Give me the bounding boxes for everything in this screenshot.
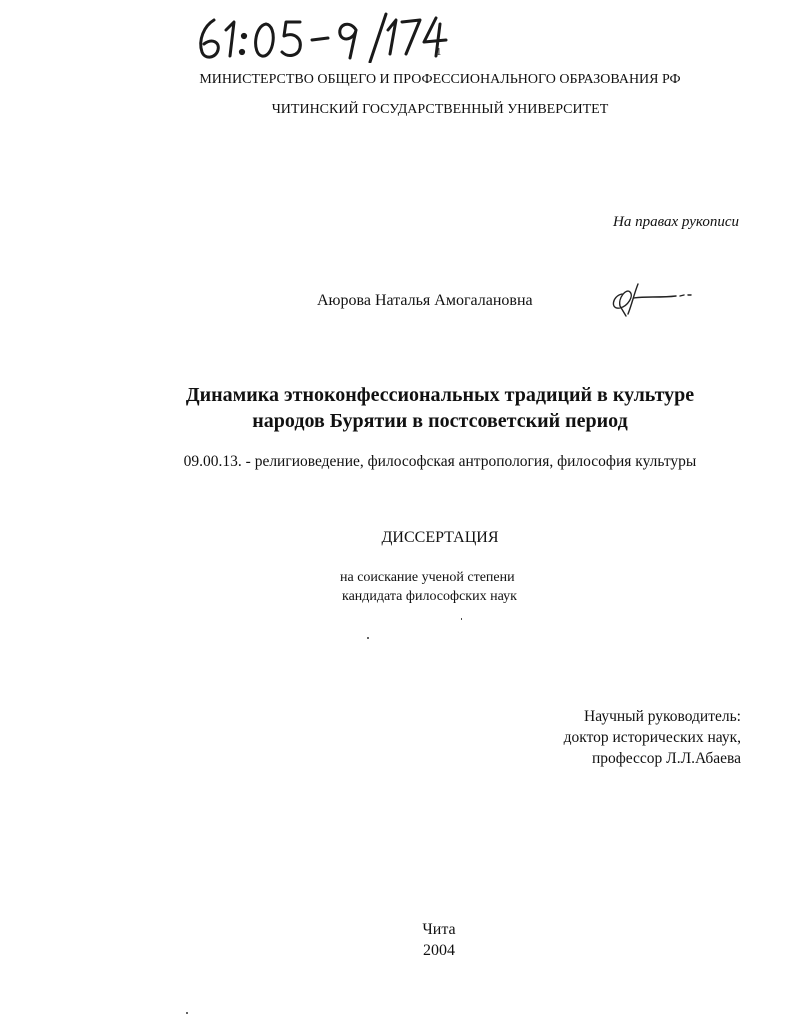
- specialty-code: 09.00.13. - религиоведение, философская антропология, философия культуры: [183, 453, 697, 470]
- author-name: Аюрова Наталья Амогалановна: [317, 292, 533, 309]
- handwritten-shelf-mark: [190, 8, 460, 63]
- degree-line-2: кандидата философских наук: [342, 589, 517, 604]
- scan-speck: [186, 1012, 188, 1014]
- supervisor-label: Научный руководитель:: [584, 708, 741, 725]
- shelf-mark-handwriting: [190, 8, 460, 63]
- university-heading: ЧИТИНСКИЙ ГОСУДАРСТВЕННЫЙ УНИВЕРСИТЕТ: [271, 102, 609, 117]
- document-type: ДИССЕРТАЦИЯ: [381, 529, 499, 546]
- city: Чита: [422, 921, 456, 938]
- signature-scribble: [604, 276, 694, 320]
- scan-speck: [461, 618, 462, 620]
- title-line-1: Динамика этноконфессиональных традиций в культуре: [185, 384, 695, 406]
- dissertation-title: [100, 382, 780, 434]
- degree-line-1: на соискание ученой степени: [340, 570, 515, 585]
- manuscript-rights-note: На правах рукописи: [613, 214, 739, 230]
- page-number: 1: [436, 46, 442, 58]
- year: 2004: [423, 942, 455, 959]
- place-and-year: [0, 919, 799, 961]
- degree-description: [340, 568, 517, 606]
- scan-speck: [367, 637, 369, 639]
- supervisor-block: [564, 706, 741, 769]
- supervisor-name: профессор Л.Л.Абаева: [591, 750, 741, 767]
- title-line-2: народов Бурятии в постсоветский период: [252, 410, 628, 432]
- ministry-heading: МИНИСТЕРСТВО ОБЩЕГО И ПРОФЕССИОНАЛЬНОГО ОБРАЗОВАНИЯ РФ: [199, 72, 681, 87]
- supervisor-degree: доктор исторических наук,: [563, 729, 741, 746]
- author-signature: [604, 276, 694, 320]
